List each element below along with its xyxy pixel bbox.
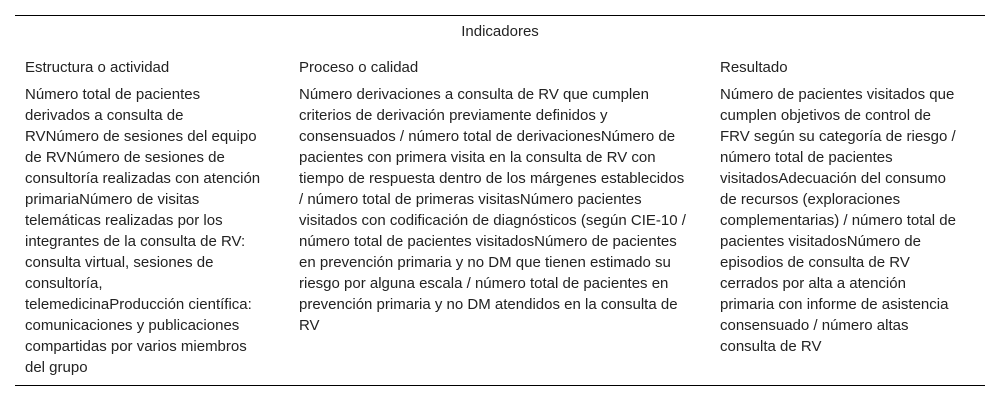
group-header-row: [15, 16, 985, 48]
cell-estructura: [15, 84, 289, 386]
cell-text: Número derivaciones a consulta de RV que cumplen criterios de derivación previamente definidos y consensuados / número total de derivacionesNúmero de pacientes con primera visita en la consulta de RV con tiempo de respuesta dentro de los márgenes establecidos / número total de primeras visitasNúmero pacientes visitados con codificación de diagnósticos (según CIE-10 / número total de pacientes visitadosNúmero de pacientes en prevención primaria y no DM que tienen estimado su riesgo por alguna escala / número total de pacientes en prevención primaria y no DM atendidos en la consulta de RV: [299, 86, 686, 334]
indicators-table: [15, 15, 985, 386]
cell-text: Número de pacientes visitados que cumplen objetivos de control de FRV según su categoría de riesgo / número total de pacientes visitadosAdecuación del consumo de recursos (exploraciones complementarias) / número total de pacientes visitadosNúmero de episodios de consulta de RV cerrados por alta a atención primaria con informe de asistencia consensuado / número altas consulta de RV: [720, 86, 956, 355]
column-header-estructura: Estructura o actividad: [25, 59, 170, 76]
cell-text: Número total de pacientes derivados a consulta de RVNúmero de sesiones del equipo de RVNúmero de sesiones de consultoría realizadas con atención primariaNúmero de visitas telemáticas realizadas por los integrantes de la consulta de RV: consulta virtual, sesiones de consultoría, telemedicinaProducción científica: comunicaciones y publicaciones compartidas por varios miembros del grupo: [25, 86, 261, 376]
cell-proceso: [289, 84, 710, 386]
column-header-row: [15, 47, 985, 84]
column-header-proceso: Proceso o calidad: [299, 59, 419, 76]
column-header-resultado: Resultado: [720, 59, 788, 76]
group-header-indicadores: Indicadores: [461, 23, 539, 40]
cell-resultado: [710, 84, 985, 386]
indicators-table-container: [15, 15, 985, 386]
table-row: [15, 84, 985, 386]
